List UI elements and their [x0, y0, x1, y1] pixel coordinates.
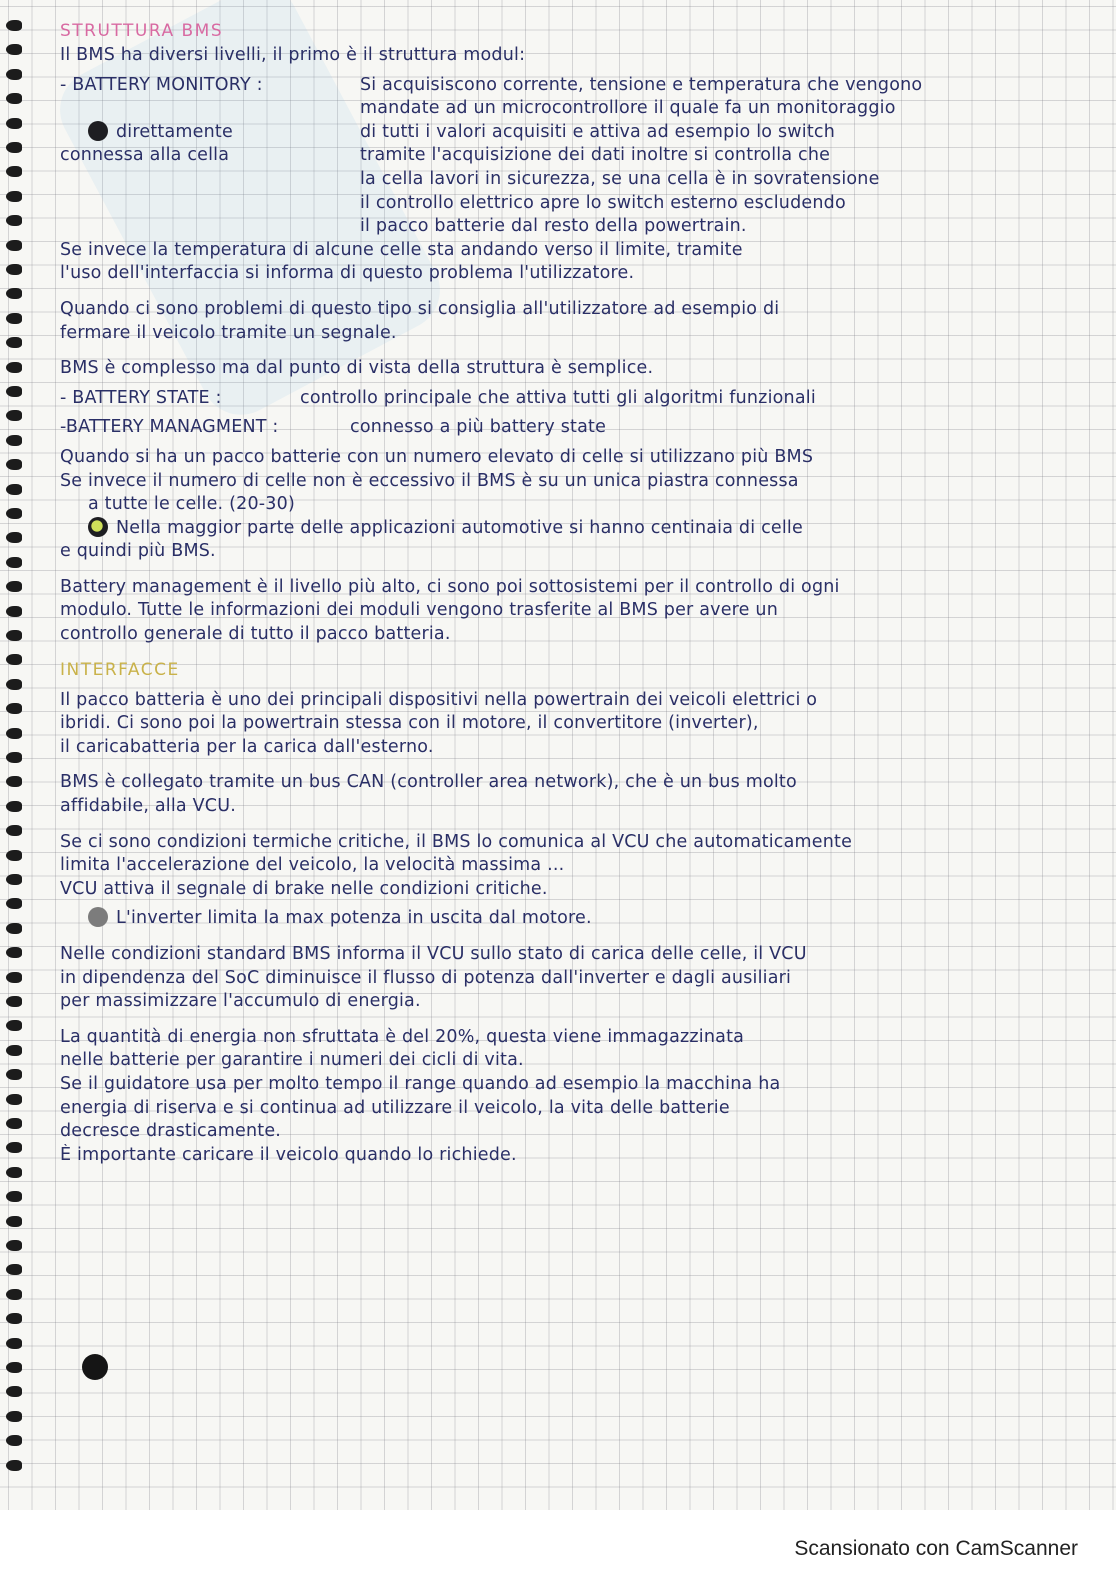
- binding-ring: [6, 752, 22, 763]
- binding-ring: [6, 557, 22, 568]
- battery-state-text: controllo principale che attiva tutti gli algoritmi funzionali: [300, 387, 816, 408]
- binding-ring: [6, 972, 22, 983]
- binding-ring: [6, 996, 22, 1007]
- binding-ring: [6, 1094, 22, 1105]
- binding-ring: [6, 20, 22, 31]
- binding-ring: [6, 93, 22, 104]
- paragraph-line: limita l'accelerazione del veicolo, la velocità massima ...: [60, 855, 565, 876]
- interface-heading: INTERFACCE: [60, 659, 180, 680]
- paragraph-line: Se il guidatore usa per molto tempo il range quando ad esempio la macchina ha: [60, 1073, 781, 1094]
- paragraph-line: Quando si ha un pacco batterie con un numero elevato di celle si utilizzano più BMS: [60, 446, 814, 467]
- binding-ring: [6, 1069, 22, 1080]
- binding-ring: [6, 288, 22, 299]
- battery-state-label: - BATTERY STATE :: [60, 387, 222, 408]
- binding-ring: [6, 850, 22, 861]
- binding-ring: [6, 1460, 22, 1471]
- paragraph-line: nelle batterie per garantire i numeri dei cicli di vita.: [60, 1050, 524, 1071]
- spiral-binding: [0, 20, 30, 1500]
- binding-ring: [6, 532, 22, 543]
- paragraph-line: per massimizzare l'accumulo di energia.: [60, 991, 421, 1012]
- binding-ring: [6, 923, 22, 934]
- binding-ring: [6, 191, 22, 202]
- binding-ring: [6, 142, 22, 153]
- paragraph-line: a tutte le celle. (20-30): [88, 494, 295, 515]
- monitor-line: il controllo elettrico apre lo switch esterno escludendo: [360, 192, 846, 213]
- binding-ring: [6, 337, 22, 348]
- binding-ring: [6, 1386, 22, 1397]
- binding-ring: [6, 166, 22, 177]
- binding-ring: [6, 874, 22, 885]
- binding-ring: [6, 240, 22, 251]
- ink-dot-icon: [82, 1354, 108, 1380]
- paragraph-line: decresce drasticamente.: [60, 1121, 282, 1142]
- binding-ring: [6, 1020, 22, 1031]
- monitor-line: il pacco batterie dal resto della powertrain.: [360, 216, 747, 237]
- binding-ring: [6, 947, 22, 958]
- paragraph-line: energia di riserva e si continua ad utilizzare il veicolo, la vita delle batterie: [60, 1097, 730, 1118]
- binding-ring: [6, 1362, 22, 1373]
- battery-management-label: -BATTERY MANAGMENT :: [60, 417, 279, 438]
- binding-ring: [6, 825, 22, 836]
- bullet-dot-icon: [88, 121, 108, 141]
- paragraph-line: BMS è collegato tramite un bus CAN (controller area network), che è un bus molto: [60, 772, 797, 793]
- battery-monitor-label: - BATTERY MONITORY :: [60, 74, 263, 95]
- paragraph-line: Il pacco batteria è uno dei principali dispositivi nella powertrain dei veicoli elettrici o: [60, 689, 818, 710]
- paragraph-line: l'uso dell'interfaccia si informa di questo problema l'utilizzatore.: [60, 263, 635, 284]
- paragraph-line: il caricabatteria per la carica dall'esterno.: [60, 736, 434, 757]
- paragraph-line: Nelle condizioni standard BMS informa il VCU sullo stato di carica delle celle, il VCU: [60, 944, 807, 964]
- paragraph-line: Battery management è il livello più alto, ci sono poi sottosistemi per il controllo di ogni: [60, 576, 840, 597]
- intro-text: Il BMS ha diversi livelli, il primo è il struttura modul:: [60, 45, 526, 65]
- binding-ring: [6, 1411, 22, 1422]
- monitor-line: mandate ad un microcontrollore il quale fa un monitoraggio: [360, 98, 896, 119]
- monitor-line: di tutti i valori acquisiti e attiva ad esempio lo switch: [360, 121, 836, 142]
- binding-ring: [6, 1313, 22, 1324]
- binding-ring: [6, 581, 22, 592]
- paragraph-line: in dipendenza del SoC diminuisce il flusso di potenza dall'inverter e dagli ausiliari: [60, 967, 792, 988]
- battery-state-section: [60, 387, 1110, 411]
- paragraph-line: Quando ci sono problemi di questo tipo si consiglia all'utilizzatore ad esempio di: [60, 298, 780, 319]
- binding-ring: [6, 1435, 22, 1446]
- binding-ring: [6, 459, 22, 470]
- binding-ring: [6, 118, 22, 129]
- paragraph-line: ibridi. Ci sono poi la powertrain stessa con il motore, il convertitore (inverter),: [60, 713, 759, 734]
- binding-ring: [6, 386, 22, 397]
- binding-ring: [6, 1118, 22, 1129]
- battery-monitor-sublabel-2: connessa alla cella: [60, 145, 230, 166]
- monitor-line: Si acquisiscono corrente, tensione e temperatura che vengono: [360, 74, 923, 95]
- paragraph-line: modulo. Tutte le informazioni dei moduli vengono trasferite al BMS per avere un: [60, 600, 778, 621]
- battery-management-section: [60, 416, 1110, 440]
- binding-ring: [6, 69, 22, 80]
- binding-ring: [6, 679, 22, 690]
- paragraph-line: Se invece il numero di celle non è eccessivo il BMS è su un unica piastra connessa: [60, 470, 799, 491]
- binding-ring: [6, 654, 22, 665]
- monitor-line: la cella lavori in sicurezza, se una cella è in sovratensione: [360, 168, 880, 189]
- binding-ring: [6, 776, 22, 787]
- battery-monitor-sublabel-1: direttamente: [116, 121, 233, 142]
- binding-ring: [6, 313, 22, 324]
- bullet-dot-icon: [88, 517, 108, 537]
- binding-ring: [6, 1191, 22, 1202]
- binding-ring: [6, 703, 22, 714]
- handwritten-notes: [60, 20, 1110, 1167]
- paragraph-line: Nella maggior parte delle applicazioni automotive si hanno centinaia di celle: [116, 517, 803, 538]
- binding-ring: [6, 362, 22, 373]
- binding-ring: [6, 215, 22, 226]
- binding-ring: [6, 435, 22, 446]
- binding-ring: [6, 1216, 22, 1227]
- paragraph-line: fermare il veicolo tramite un segnale.: [60, 322, 397, 343]
- binding-ring: [6, 410, 22, 421]
- binding-ring: [6, 728, 22, 739]
- binding-ring: [6, 484, 22, 495]
- battery-management-text: connesso a più battery state: [350, 417, 607, 438]
- battery-monitor-section: [60, 74, 1110, 239]
- paragraph-line: affidabile, alla VCU.: [60, 796, 236, 817]
- binding-ring: [6, 630, 22, 641]
- binding-ring: [6, 44, 22, 55]
- paragraph-line: Se invece la temperatura di alcune celle sta andando verso il limite, tramite: [60, 239, 743, 260]
- binding-ring: [6, 264, 22, 275]
- binding-ring: [6, 898, 22, 909]
- binding-ring: [6, 1045, 22, 1056]
- binding-ring: [6, 1167, 22, 1178]
- paragraph-line: BMS è complesso ma dal punto di vista della struttura è semplice.: [60, 358, 654, 379]
- binding-ring: [6, 606, 22, 617]
- paragraph-line: Se ci sono condizioni termiche critiche, il BMS lo comunica al VCU che automaticamente: [60, 831, 853, 852]
- binding-ring: [6, 1240, 22, 1251]
- binding-ring: [6, 508, 22, 519]
- paragraph-line: controllo generale di tutto il pacco batteria.: [60, 624, 451, 645]
- paragraph-line: È importante caricare il veicolo quando lo richiede.: [60, 1144, 517, 1165]
- binding-ring: [6, 1338, 22, 1349]
- monitor-line: tramite l'acquisizione dei dati inoltre si controlla che: [360, 145, 831, 166]
- paragraph-line: L'inverter limita la max potenza in uscita dal motore.: [116, 908, 592, 929]
- binding-ring: [6, 801, 22, 812]
- scanner-watermark-text: Scansionato con CamScanner: [794, 1537, 1078, 1560]
- page-title: STRUTTURA BMS: [60, 21, 224, 41]
- binding-ring: [6, 1264, 22, 1275]
- binding-ring: [6, 1142, 22, 1153]
- paragraph-line: e quindi più BMS.: [60, 541, 216, 562]
- bullet-dot-icon: [88, 907, 108, 927]
- paragraph-line: VCU attiva il segnale di brake nelle condizioni critiche.: [60, 878, 548, 899]
- paragraph-line: La quantità di energia non sfruttata è del 20%, questa viene immagazzinata: [60, 1026, 745, 1047]
- binding-ring: [6, 1289, 22, 1300]
